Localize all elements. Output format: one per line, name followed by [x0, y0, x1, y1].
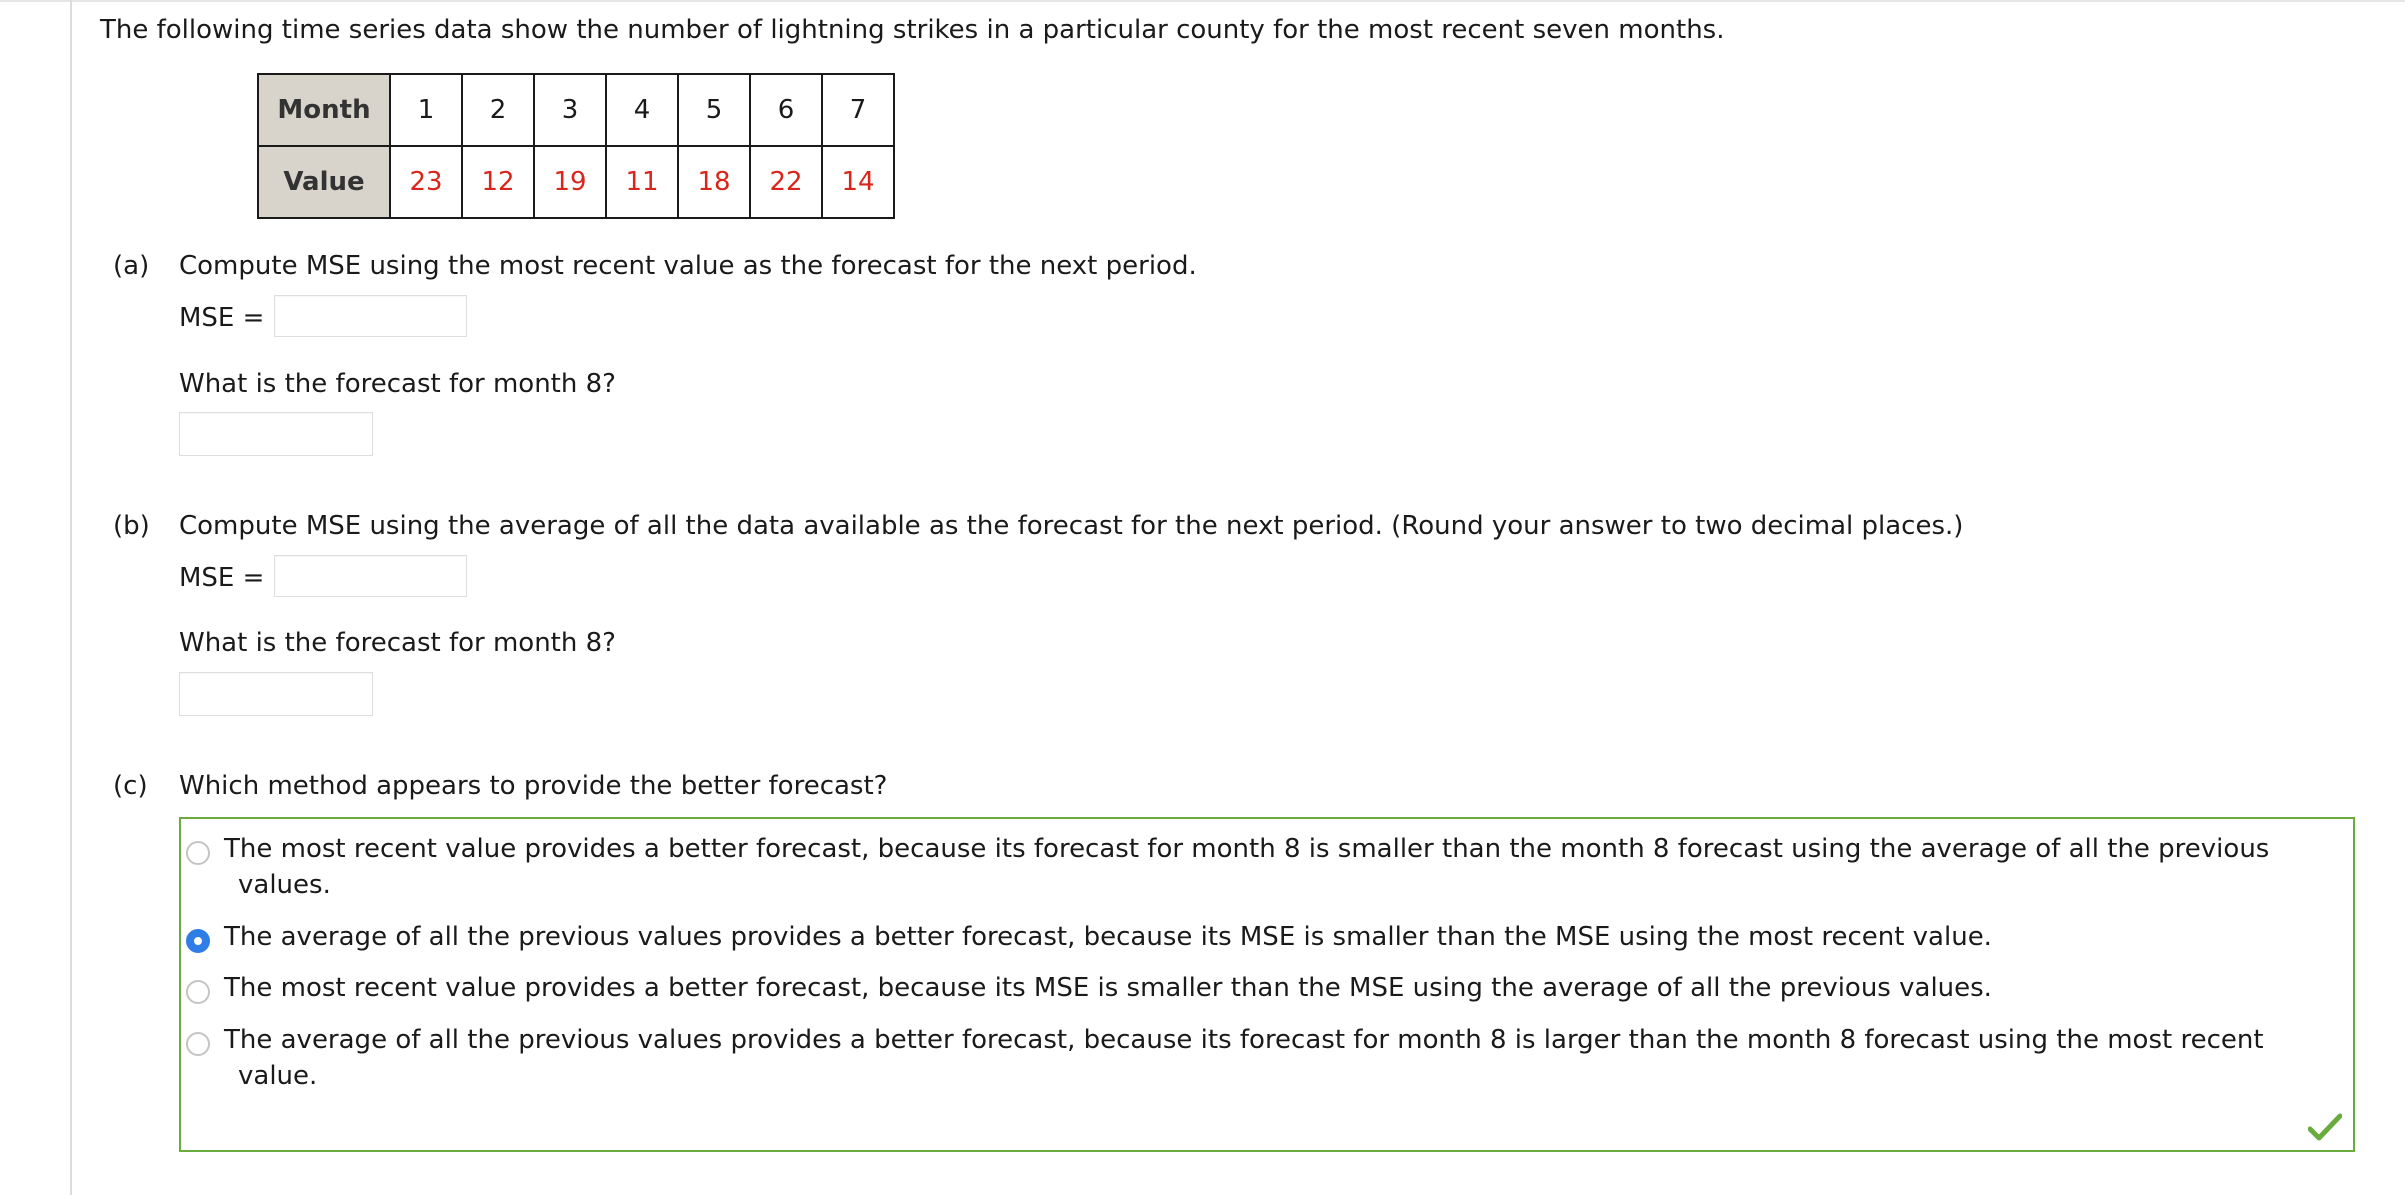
part-a-mse-label: MSE =: [179, 303, 265, 333]
part-b-letter: (b): [113, 511, 150, 541]
part-b-question: Compute MSE using the average of all the data available as the forecast for the next period. (Round your answer to two decimal places.): [179, 511, 1964, 541]
option-3-line1: The most recent value provides a better forecast, because its MSE is smaller than the MSE using the average of all the previous values.: [224, 973, 1992, 1003]
table-cell-value: 14: [822, 146, 894, 218]
table-cell-value: 22: [750, 146, 822, 218]
left-rule: [70, 0, 72, 1195]
option-1-line2: values.: [238, 870, 331, 900]
table-cell-month: 3: [534, 74, 606, 146]
part-a-forecast-input[interactable]: [179, 412, 373, 456]
table-cell-month: 2: [462, 74, 534, 146]
part-a-question: Compute MSE using the most recent value as the forecast for the next period.: [179, 251, 1197, 281]
table-cell-value: 11: [606, 146, 678, 218]
table-cell-month: 1: [390, 74, 462, 146]
part-a-forecast-question: What is the forecast for month 8?: [179, 369, 616, 399]
option-1-line1: The most recent value provides a better forecast, because its forecast for month 8 is smaller than the month 8 forecast using the average of all the previous: [224, 834, 2270, 864]
row-header-value: Value: [258, 146, 390, 218]
table-cell-value: 12: [462, 146, 534, 218]
radio-option-3[interactable]: [186, 980, 210, 1004]
table-cell-month: 6: [750, 74, 822, 146]
part-b-mse-label: MSE =: [179, 563, 265, 593]
radio-option-4[interactable]: [186, 1032, 210, 1056]
check-icon: [2308, 1113, 2342, 1141]
radio-option-2[interactable]: [186, 929, 210, 953]
option-1-text: [224, 831, 2405, 903]
table-cell-value: 23: [390, 146, 462, 218]
table-cell-month: 5: [678, 74, 750, 146]
part-b-forecast-question: What is the forecast for month 8?: [179, 628, 616, 658]
table-cell-month: 7: [822, 74, 894, 146]
radio-option-1[interactable]: [186, 841, 210, 865]
option-2-line1: The average of all the previous values provides a better forecast, because its MSE is smaller than the MSE using the most recent value.: [224, 922, 1992, 952]
option-2-text: [224, 919, 2405, 955]
part-c-question: Which method appears to provide the better forecast?: [179, 771, 888, 801]
option-4-line2: value.: [238, 1061, 318, 1091]
part-a-mse-input[interactable]: [274, 295, 467, 337]
row-header-month: Month: [258, 74, 390, 146]
data-table: [257, 73, 895, 219]
part-b-mse-input[interactable]: [274, 555, 467, 597]
table-cell-month: 4: [606, 74, 678, 146]
part-c-letter: (c): [113, 771, 148, 801]
top-border: [0, 0, 2405, 2]
table-cell-value: 18: [678, 146, 750, 218]
table-row-value: [258, 146, 894, 218]
table-cell-value: 19: [534, 146, 606, 218]
option-3-text: [224, 970, 2405, 1006]
intro-text: The following time series data show the number of lightning strikes in a particular county for the most recent seven months.: [100, 15, 1725, 45]
table-row-month: [258, 74, 894, 146]
option-4-line1: The average of all the previous values provides a better forecast, because its forecast for month 8 is larger than the month 8 forecast using the most recent: [224, 1025, 2264, 1055]
part-a-letter: (a): [113, 251, 150, 281]
part-b-forecast-input[interactable]: [179, 672, 373, 716]
option-4-text: [224, 1022, 2405, 1094]
